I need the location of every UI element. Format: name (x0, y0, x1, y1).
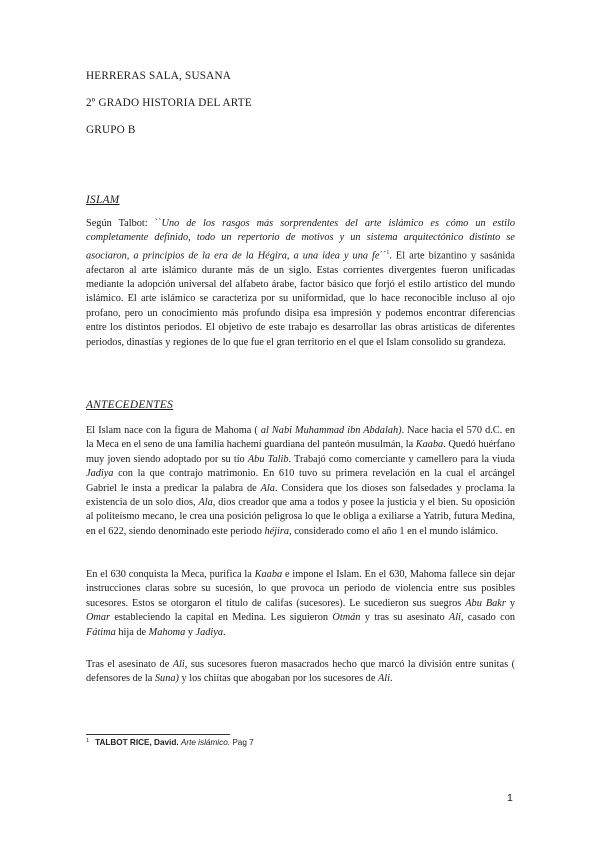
talbot-quote: Uno de los rasgos más sorprendentes del arte islámico es cómo un estilo completamente definido, todo un repertorio de motivos y un sistema arquitectónico distinto se asociaron, a principios de la era de la Hégira, a una idea y una fe (86, 218, 515, 262)
course-name: 2º GRADO HISTORIA DEL ARTE (86, 97, 252, 109)
group-name: GRUPO B (86, 124, 136, 136)
page-number: 1 (507, 792, 513, 804)
footnote-number: 1 (86, 738, 90, 744)
footnote-separator (86, 734, 230, 735)
footnote-author: TALBOT RICE, David. (95, 738, 179, 747)
section-title-islam: ISLAM (86, 194, 120, 206)
paragraph-antecedentes-1: El Islam nace con la figura de Mahoma ( al Nabi Muhammad ibn Abdalah). Nace hacia el 570 d.C. en la Meca en el seno de una familia hachemí guardiana del panteón musulmán, la Kaaba. Quedó huérfano muy joven siendo adoptado por su tío Abu Talib. Trabajó como comerciante y camellero para la viuda Jadiya con la que contrajo matrimonio. En 610 tuvo su primera revelación en la cual el arcángel Gabriel le insta a predicar la palabra de Ala. Considera que los dioses son falsedades y proclama la existencia de un solo dios, Ala, dios creador que ama a todos y posee la justicia y el bien. Su oposición al politeísmo mecano, le crea una posición peligrosa lo que le obliga a exiliarse a Yatrib, futura Medina, en el 622, siendo denominado este periodo héjira, considerado como el año 1 en el mundo islámico. (86, 425, 515, 537)
footnote-title: Arte islámico. (180, 738, 231, 747)
paragraph-antecedentes-3: Tras el asesinato de Ali, sus sucesores fueron masacrados hecho que marcó la división entre sunitas ( defensores de la Suna) y los chiítas que abogaban por los sucesores de Ali. (86, 659, 515, 685)
footnote-ref: 1 (386, 249, 390, 256)
paragraph-islam-intro: Según Talbot: ``Uno de los rasgos más sorprendentes del arte islámico es cómo un estilo completamente definido, todo un repertorio de motivos y un sistema arquitectónico distinto se asociaron, a principios de la era de la Hégira, a una idea y una fe´´$^1$. El arte bizantino y sasánida afectaron al arte islámico durante más de un siglo. Estas corrientes divergentes fueron unificadas mediante la adopción universal del alfabeto árabe, factor básico que forjó el estilo artístico del mundo islámico. El arte islámico se caracteriza por su uniformidad, que lo hace reconocible incluso al ojo profano, pero un conocimiento más profundo disipa esa impresión y podemos encontrar diferencias entre los distintos periodos. El objetivo de este trabajo es desarrollar las obras artísticas de diferentes periodos, dinastías y regiones de lo que fue el gran territorio en el que el Islam consolido su grandeza. (86, 218, 516, 348)
footnote-page: Pag 7 (232, 738, 254, 747)
section-title-antecedentes: ANTECEDENTES (86, 399, 174, 411)
author-name: HERRERAS SALA, SUSANA (86, 70, 231, 82)
paragraph-antecedentes-2: En el 630 conquista la Meca, purifica la Kaaba e impone el Islam. En el 630, Mahoma fallece sin dejar instrucciones claras sobre su sucesión, lo que provoca un periodo de violencia entre sus posibles sucesores. Estos se otorgaron el título de califas (sucesores). Le sucedieron sus suegros Abu Bakr y Omar estableciendo la capital en Medina. Les siguieron Otmán y tras su asesinato Ali, casado con Fátima hija de Mahoma y Jadiya. (86, 569, 516, 638)
footnote (86, 738, 516, 747)
